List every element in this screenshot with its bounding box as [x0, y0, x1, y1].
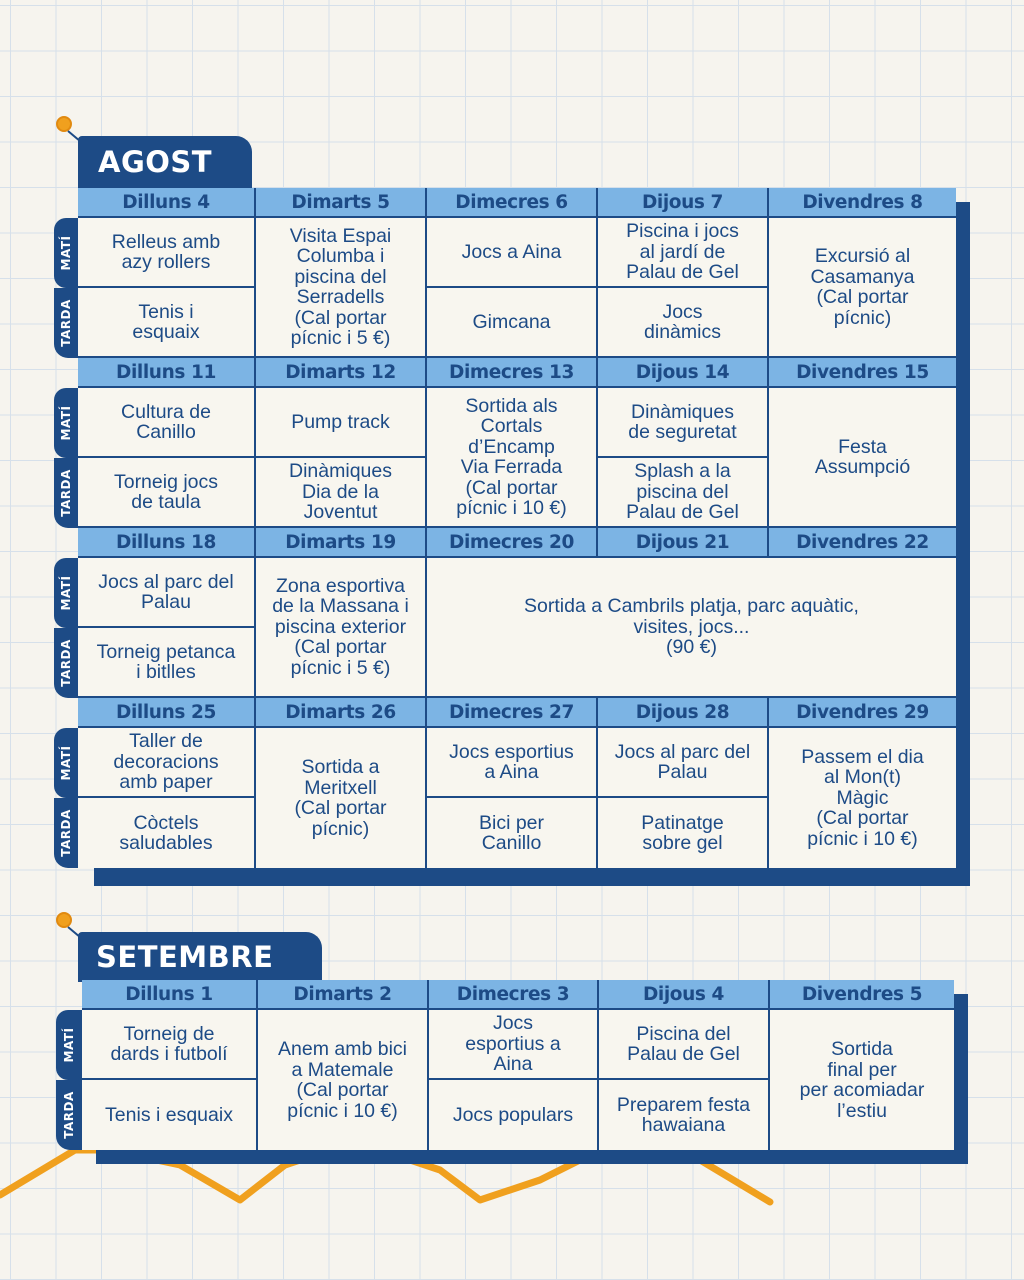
day-header: Dijous 21: [598, 528, 769, 558]
activity-cell: Còctels saludables: [78, 798, 256, 868]
tarda-label: [54, 458, 78, 528]
day-header: Dilluns 1: [82, 980, 258, 1010]
day-header: Dimarts 2: [258, 980, 429, 1010]
mati-label: [54, 218, 78, 288]
day-header: Divendres 22: [769, 528, 956, 558]
activity-cell: Jocs dinàmics: [598, 288, 769, 358]
day-header: Dilluns 4: [78, 188, 256, 218]
day-header: Dilluns 25: [78, 698, 256, 728]
day-header: Dijous 28: [598, 698, 769, 728]
day-header: Dimarts 5: [256, 188, 427, 218]
corner-spacer: [54, 188, 78, 218]
activity-cell: Gimcana: [427, 288, 598, 358]
side-label-text: TARDA: [62, 1091, 76, 1139]
day-header: Dimecres 13: [427, 358, 598, 388]
day-header: Divendres 29: [769, 698, 956, 728]
side-label-text: TARDA: [59, 809, 73, 857]
activity-cell: Sortida a Meritxell (Cal portar pícnic): [256, 728, 427, 868]
day-header: Dijous 7: [598, 188, 769, 218]
side-label-text: MATÍ: [59, 575, 73, 611]
day-header: Divendres 5: [770, 980, 954, 1010]
activity-cell: Dinàmiques Dia de la Joventut: [256, 458, 427, 528]
corner-spacer: [56, 980, 82, 1010]
activity-cell: Taller de decoracions amb paper: [78, 728, 256, 798]
day-header: Dimarts 26: [256, 698, 427, 728]
pin-icon: [56, 912, 72, 928]
day-header: Divendres 8: [769, 188, 956, 218]
activity-cell: Sortida a Cambrils platja, parc aquàtic, visites, jocs... (90 €): [427, 558, 956, 698]
side-label-text: TARDA: [59, 469, 73, 517]
activity-cell: Sortida als Cortals d’Encamp Via Ferrada (Cal portar pícnic i 10 €): [427, 388, 598, 528]
activity-cell: Cultura de Canillo: [78, 388, 256, 458]
day-header: Dimecres 6: [427, 188, 598, 218]
activity-cell: Festa Assumpció: [769, 388, 956, 528]
day-header: Dimarts 19: [256, 528, 427, 558]
corner-spacer: [54, 698, 78, 728]
month-title-setembre: [78, 932, 322, 982]
activity-cell: Bici per Canillo: [427, 798, 598, 868]
day-header: Dimecres 27: [427, 698, 598, 728]
day-header: Dijous 14: [598, 358, 769, 388]
corner-spacer: [54, 528, 78, 558]
activity-cell: Relleus amb azy rollers: [78, 218, 256, 288]
activity-cell: Excursió al Casamanya (Cal portar pícnic): [769, 218, 956, 358]
tarda-label: [54, 288, 78, 358]
activity-cell: Tenis i esquaix: [82, 1080, 258, 1150]
day-header: Dilluns 18: [78, 528, 256, 558]
activity-cell: Splash a la piscina del Palau de Gel: [598, 458, 769, 528]
activity-cell: Sortida final per per acomiadar l’estiu: [770, 1010, 954, 1150]
activity-cell: Passem el dia al Mon(t) Màgic (Cal portar pícnic i 10 €): [769, 728, 956, 868]
side-label-text: MATÍ: [62, 1027, 76, 1063]
side-label-text: TARDA: [59, 299, 73, 347]
tarda-label: [54, 628, 78, 698]
activity-cell: Pump track: [256, 388, 427, 458]
mati-label: [54, 728, 78, 798]
activity-cell: Piscina del Palau de Gel: [599, 1010, 770, 1080]
activity-cell: Jocs populars: [429, 1080, 599, 1150]
day-header: Dijous 4: [599, 980, 770, 1010]
day-header: Divendres 15: [769, 358, 956, 388]
tarda-label: [54, 798, 78, 868]
activity-cell: Patinatge sobre gel: [598, 798, 769, 868]
activity-cell: Zona esportiva de la Massana i piscina exterior (Cal portar pícnic i 5 €): [256, 558, 427, 698]
activity-cell: Jocs al parc del Palau: [78, 558, 256, 628]
activity-cell: Dinàmiques de seguretat: [598, 388, 769, 458]
pin-icon: [56, 116, 72, 132]
activity-cell: Jocs a Aina: [427, 218, 598, 288]
month-title-agost: [78, 136, 252, 188]
activity-cell: Jocs esportius a Aina: [429, 1010, 599, 1080]
month-title-text: SETEMBRE: [96, 940, 274, 974]
activity-cell: Anem amb bici a Matemale (Cal portar pícnic i 10 €): [258, 1010, 429, 1150]
mati-label: [54, 558, 78, 628]
mati-label: [54, 388, 78, 458]
day-header: Dilluns 11: [78, 358, 256, 388]
side-label-text: TARDA: [59, 639, 73, 687]
activity-cell: Piscina i jocs al jardí de Palau de Gel: [598, 218, 769, 288]
mati-label: [56, 1010, 82, 1080]
activity-cell: Preparem festa hawaiana: [599, 1080, 770, 1150]
day-header: Dimecres 3: [429, 980, 599, 1010]
month-title-text: AGOST: [98, 145, 213, 179]
activity-cell: Visita Espai Columba i piscina del Serradells (Cal portar pícnic i 5 €): [256, 218, 427, 358]
agost-calendar: [54, 188, 956, 872]
tarda-label: [56, 1080, 82, 1150]
activity-cell: Torneig petanca i bitlles: [78, 628, 256, 698]
activity-cell: Jocs esportius a Aina: [427, 728, 598, 798]
day-header: Dimarts 12: [256, 358, 427, 388]
corner-spacer: [54, 358, 78, 388]
activity-cell: Tenis i esquaix: [78, 288, 256, 358]
activity-cell: Torneig de dards i futbolí: [82, 1010, 258, 1080]
setembre-calendar: [56, 980, 954, 1150]
side-label-text: MATÍ: [59, 745, 73, 781]
side-label-text: MATÍ: [59, 405, 73, 441]
day-header: Dimecres 20: [427, 528, 598, 558]
side-label-text: MATÍ: [59, 235, 73, 271]
activity-cell: Jocs al parc del Palau: [598, 728, 769, 798]
activity-cell: Torneig jocs de taula: [78, 458, 256, 528]
